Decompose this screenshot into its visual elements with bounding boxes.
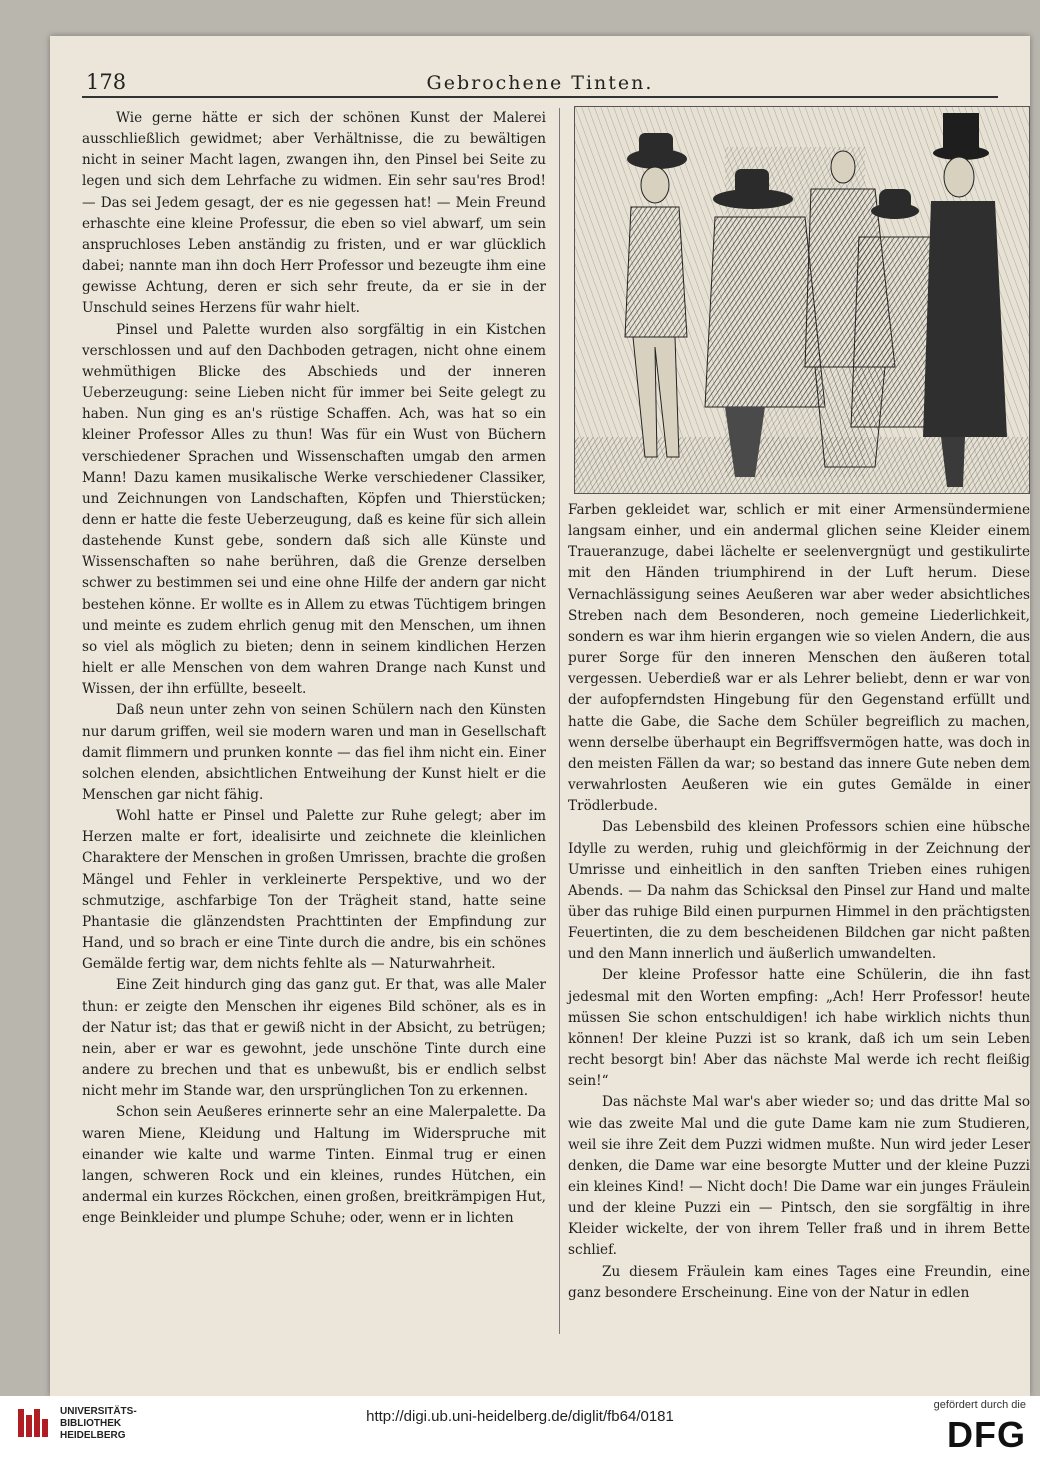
scanned-page — [50, 36, 1030, 1396]
right-column — [568, 500, 1030, 1304]
paragraph: Das Lebensbild des kleinen Professors schien eine hübsche Idylle zu werden, ruhig und gleichförmig in der Zeichnung der Umrisse und einheitlich in den sanften Trieben eines ruhigen Abends. — Da nahm das Schicksal den Pinsel zur Hand und malte über das ruhige Bild einen purpurnen Himmel in den prächtigsten Feuertinten, die zu dem bescheidenen Bildchen gar nicht paßten und den Mann innerlich und äußerlich umwandelten. — [568, 819, 1030, 963]
sponsor-caption: gefördert durch die — [933, 1399, 1026, 1411]
permalink-url[interactable]: http://digi.ub.uni-heidelberg.de/diglit/fb64/0181 — [366, 1408, 674, 1425]
paragraph: Eine Zeit hindurch ging das ganz gut. Er that, was alle Maler thun: er zeigte den Menschen ihr eigenes Bild schöner, als es in der Natur ist; das that er gewiß nicht in der Absicht, zu betrügen; nein, aber er war es gewohnt, jede unschöne Tinte durch eine andere zu brechen und that es unbewußt, bis er endlich selbst nicht mehr im Stande war, den ursprünglichen Ton zu erkennen. — [82, 977, 546, 1100]
paragraph: Zu diesem Fräulein kam eines Tages eine Freundin, eine ganz besondere Erscheinung. Eine von der Natur in edlen — [568, 1263, 1030, 1301]
library-name-line: BIBLIOTHEK — [60, 1418, 122, 1429]
library-name-line: UNIVERSITÄTS- — [60, 1406, 137, 1417]
viewer-footer — [0, 1396, 1040, 1458]
left-column — [82, 108, 546, 1229]
dfg-logo: DFG — [947, 1414, 1026, 1455]
paragraph: Pinsel und Palette wurden also sorgfältig in ein Kistchen verschlossen und auf den Dachboden getragen, nicht ohne einem wehmüthigen Blicke des Abschieds und der inneren Ueberzeugung: seine Lieben nicht für immer bei Seite gelegt zu haben. Nun ging es an's rüstige Schaffen. Ach, was hat so ein kleiner Professor Alles zu thun! Was für ein Wust von Büchern verschiedener Sprachen und Wissenschaften umgab den armen Mann! Dazu kamen musikalische Werke verschiedener Classiker, und Zeichnungen von Landschaften, Köpfen und Thierstücken; denn er hatte die feste Ueberzeugung, daß es keine für sich allein dastehende Kunst gebe, sondern daß sich alle Künste und Wissenschaften so nahe berühren, daß die Grenze derselben schwer zu bestimmen sei und eine ohne Hilfe der andern gar nicht bestehen könne. Er wollte es in Allem zu etwas Tüchtigem bringen und meinte es zudem ehrlich genug mit den Menschen, um ihnen so viel als möglich zu bieten; denn in seinem kindlichen Herzen hielt er alle Menschen von dem wahren Drange nach Kunst und Wissen, der ihn erfüllte, beseelt. — [82, 321, 546, 698]
paragraph: Schon sein Aeußeres erinnerte sehr an eine Malerpalette. Da waren Miene, Kleidung und Haltung im Widerspruche mit einander wie kalte und warme Tinten. Einmal trug er einen langen, schweren Rock und ein kleines, rundes Hütchen, ein andermal ein kurzes Röckchen, einen großen, breitkrämpigen Hut, enge Beinkleider und plumpe Schuhe; oder, wenn er in lichten — [82, 1104, 546, 1227]
engraving-illustration — [574, 106, 1030, 494]
paragraph: Farben gekleidet war, schlich er mit einer Armensündermiene langsam einher, und ein andermal glichen seine Kleider einem Traueranzuge, dabei lächelte er seelenvergnügt und gestikulirte mit den Händen triumphirend in der Luft herum. Diese Vernachlässigung seines Aeußeren war aber weder absichtliches Streben nach dem Besonderen, noch gemeine Liederlichkeit, sondern es war ihm hierin ergangen wie so vielen Andern, die aus purer Sorge für den inneren Menschen den äußeren total vergessen. Ueberdieß war er als Lehrer beliebt, denn er war von der aufopferndsten Hingebung für den Gegenstand erfüllt und hatte die Gabe, die Sache dem Schüler begreiflich zu machen, wenn derselbe überhaupt ein Begriffsvermögen hatte, was doch in den meisten Fällen da war; so bestand das innere Gute neben dem verwahrlosten Aeußeren wie ein gutes Gemälde in einer Trödlerbude. — [568, 502, 1030, 815]
paragraph: Der kleine Professor hatte eine Schülerin, die ihn fast jedesmal mit den Worten empfing: „Ach! Herr Professor! heute müssen Sie schon entschuldigen! ich habe wirklich nichts thun können! Der kleine Puzzi ist so krank, daß ich um sein Leben recht besorgt bin! Aber das nächste Mal werde ich recht fleißig sein!“ — [568, 967, 1030, 1090]
running-title: Gebrochene Tinten. — [426, 72, 654, 94]
page-number: 178 — [86, 70, 127, 94]
paragraph: Das nächste Mal war's aber wieder so; und das dritte Mal so wie das zweite Mal und die gute Dame kam nie zum Studieren, weil sie ihre Zeit dem Puzzi widmen mußte. Nun wird jeder Leser denken, die Dame war eine besorgte Mutter und der kleine Puzzi ein kleines Kind! — Nicht doch! Die Dame war ein junges Fräulein und der kleine Puzzi ein — Pintsch, den sie sorgfältig in ihre Kleider wickelte, der von ihrem Teller fraß und in ihrem Bette schlief. — [568, 1094, 1030, 1259]
paragraph: Wie gerne hätte er sich der schönen Kunst der Malerei ausschließlich gewidmet; aber Verhältnisse, die zu bewältigen nicht in seiner Macht lagen, zwangen ihn, den Pinsel bei Seite zu legen und sich dem Lehrfache zu widmen. Ein sehr sau'res Brod! — Das sei Jedem gesagt, der es nie gegessen hat! — Mein Freund erhaschte eine kleine Professur, die eben so viel abwarf, um sein anspruchloses Leben anständig zu fristen, und er war glücklich dabei; nannte man ihn doch Herr Professor und bezeugte ihm eine gewisse Achtung, deren er sich sehr freute, da er sie in der Unschuld seines Herzens für wahr hielt. — [82, 110, 546, 317]
illustration-drawing — [575, 107, 1029, 493]
header-rule — [82, 96, 998, 98]
paragraph: Wohl hatte er Pinsel und Palette zur Ruhe gelegt; aber im Herzen malte er fort, idealisirte und zeichnete die kleinlichen Charaktere der Menschen in großen Umrissen, brachte die großen Mängel und Fehler in verkleinerte Perspektive, und wo der schmutzige, aschfarbige Ton der Trägheit stand, hatte seine Phantasie die glänzendsten Prachttinten der Empfindung zur Hand, und so brach er eine Tinte durch die andre, bis ein schönes Gemälde fertig war, dem nichts fehlte als — Naturwahrheit. — [82, 808, 546, 973]
paragraph: Daß neun unter zehn von seinen Schülern nach den Künsten nur darum griffen, weil sie modern waren und man in Gesellschaft damit flimmern und prunken konnte — das fiel ihm nicht ein. Einer solchen elenden, absichtlichen Entweihung der Kunst hielt er die Menschen gar nicht fähig. — [82, 702, 546, 803]
column-divider — [559, 108, 560, 1334]
library-name-line: HEIDELBERG — [60, 1430, 126, 1441]
